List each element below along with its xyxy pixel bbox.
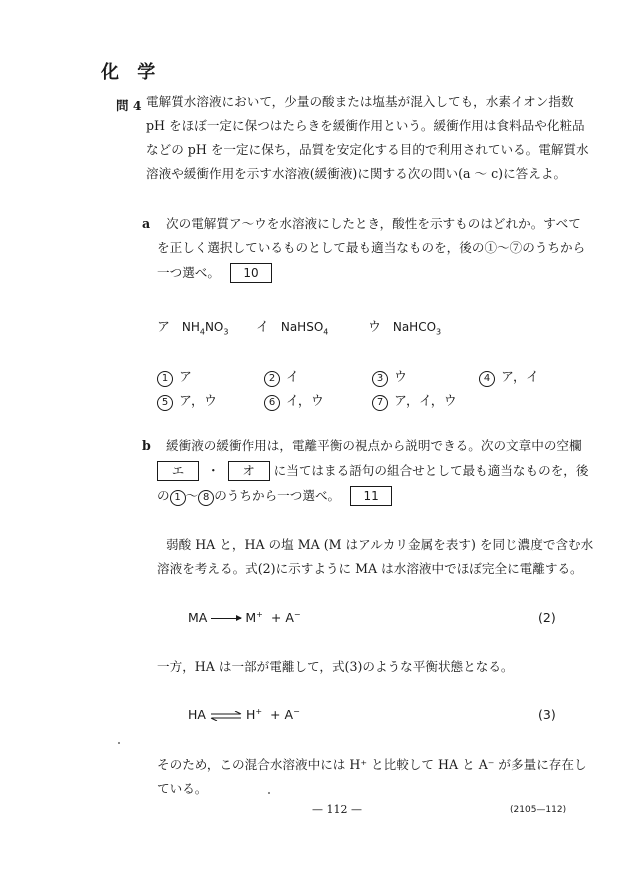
part-b-letter: b: [142, 438, 151, 453]
equilibrium-arrow-icon: [210, 711, 242, 721]
intro-line-2: pH をほぼ一定に保つはたらきを緩衝作用という。緩衝作用は食料品や化粧品: [146, 118, 585, 133]
answer-box-11: 11: [350, 486, 392, 506]
electrolyte-b: [256, 316, 328, 336]
electrolyte-b-label: イ: [256, 320, 270, 335]
part-b-line-2-text: に当てはまる語句の組合せとして最も適当なものを，後: [273, 463, 589, 478]
question-number: 問 4: [116, 98, 142, 113]
electrolyte-a-formula: $NH_4NO_3$: [181, 320, 229, 337]
part-b-line-1: 緩衝液の緩衝作用は，電離平衡の視点から説明できる。次の文章中の空欄: [166, 438, 582, 453]
part-b-line-2: [157, 459, 588, 483]
intro-line-4: 溶液や緩衝作用を示す水溶液(緩衝液)に関する次の問い(a ～ c)に答えよ。: [146, 166, 567, 181]
equation-3-tag: (3): [538, 707, 556, 722]
part-a-line-3: [157, 261, 272, 285]
equation-2: MA M+ + A−: [188, 610, 301, 626]
part-a-line-3-text: 一つ選べ。: [157, 265, 220, 280]
page-number: — 112 —: [312, 803, 362, 816]
choice-7-number: 7: [372, 395, 388, 411]
circle-8-ref: 8: [198, 490, 214, 506]
passage-line-2: 溶液を考える。式(2)に示すように MA は水溶液中でほぼ完全に電離する。: [157, 561, 583, 576]
right-arrow-icon: [211, 618, 241, 619]
passage-line-1: 弱酸 HA と，HA の塩 MA (M はアルカリ金属を表す) を同じ濃度で含む水: [166, 537, 594, 552]
blank-o-box: オ: [228, 461, 270, 481]
exam-code: (2105—112): [510, 805, 567, 815]
choice-7: 7 ア，イ，ウ: [372, 390, 457, 411]
choice-6-number: 6: [264, 395, 280, 411]
choice-1-number: 1: [157, 371, 173, 387]
equation-2-tag: (2): [538, 610, 556, 625]
electrolyte-b-formula: NaHSO$_4$: [280, 320, 329, 337]
choice-1: 1 ア: [157, 366, 192, 387]
blank-e-box: エ: [157, 461, 199, 481]
passage-line-3: 一方，HA は一部が電離して，式(3)のような平衡状態となる。: [157, 659, 514, 674]
part-a-letter: a: [142, 216, 151, 231]
electrolyte-c-label: ウ: [368, 320, 382, 335]
choice-3: 3 ウ: [372, 366, 407, 387]
part-b-line-3: の 1 ～ 8 のうちから一つ選べ。 11: [157, 484, 392, 508]
equation-3: HA H+ + A−: [188, 707, 300, 723]
scan-speck: [118, 742, 120, 744]
intro-line-3: などの pH を一定に保ち，品質を安定化する目的で利用されている。電解質水: [146, 142, 589, 157]
part-a-line-1: 次の電解質ア～ウを水溶液にしたとき，酸性を示すものはどれか。すべて: [166, 216, 581, 231]
choice-5: 5 ア，ウ: [157, 390, 217, 411]
passage-line-4: そのため，この混合水溶液中には H⁺ と比較して HA と A⁻ が多量に存在し: [157, 757, 587, 772]
choice-4: 4 ア，イ: [479, 366, 539, 387]
intro-line-1: 電解質水溶液において，少量の酸または塩基が混入しても，水素イオン指数: [146, 94, 574, 109]
choice-4-number: 4: [479, 371, 495, 387]
choice-2: 2 イ: [264, 366, 299, 387]
answer-box-10: 10: [230, 263, 272, 283]
electrolyte-c: [368, 316, 441, 336]
electrolyte-c-formula: NaHCO$_3$: [392, 320, 442, 337]
electrolyte-a-label: ア: [157, 320, 171, 335]
part-a-line-2: を正しく選択しているものとして最も適当なものを，後の①～⑦のうちから: [157, 240, 586, 255]
page-title: 化 学: [101, 62, 162, 83]
electrolyte-a: [157, 316, 228, 336]
choice-6: 6 イ，ウ: [264, 390, 324, 411]
passage-line-5: ている。: [157, 781, 208, 796]
blank-separator: ・: [207, 463, 220, 478]
choice-5-number: 5: [157, 395, 173, 411]
circle-1-ref: 1: [170, 490, 186, 506]
choice-3-number: 3: [372, 371, 388, 387]
choice-2-number: 2: [264, 371, 280, 387]
scan-speck: [268, 792, 270, 794]
